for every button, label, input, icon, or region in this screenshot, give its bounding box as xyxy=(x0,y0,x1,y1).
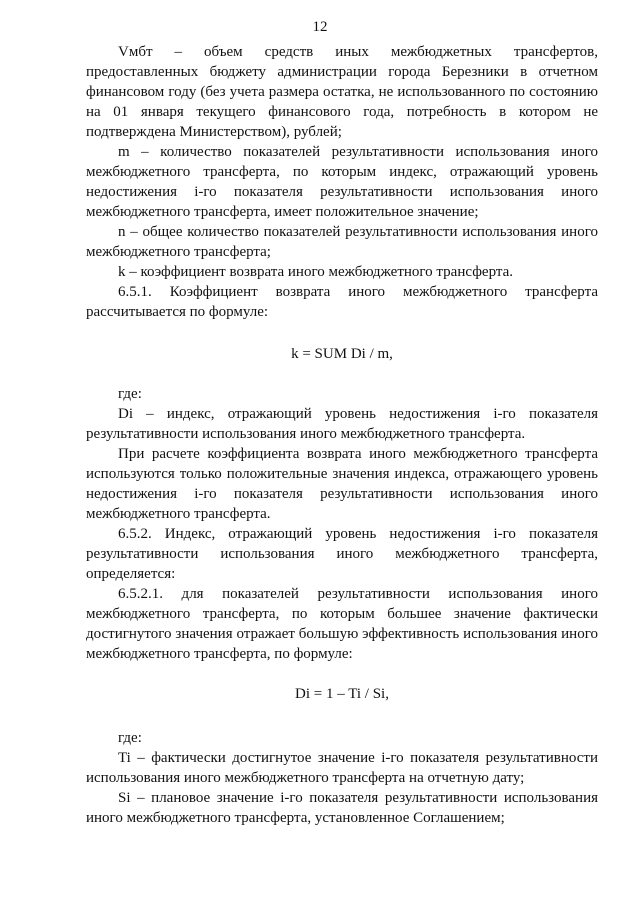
paragraph-si-definition: Si – плановое значение i-го показателя результативности использования иного межбюджетного трансферта, установленное Соглашением; xyxy=(86,790,598,826)
formula-k: k = SUM Di / m, xyxy=(291,346,393,362)
paragraph-6-5-2: 6.5.2. Индекс, отражающий уровень недостижения i-го показателя результативности использования иного межбюджетного трансферта, определяется: xyxy=(86,526,598,582)
formula-di: Di = 1 – Ti / Si, xyxy=(295,686,389,702)
where-label: где: xyxy=(118,730,142,746)
paragraph-6-5-2-1: 6.5.2.1. для показателей результативности использования иного межбюджетного трансферта, по которым большее значение фактически достигнутого значения отражает большую эффективность использования иного межбюджетного трансферта, по формуле: xyxy=(86,586,598,662)
page-number: 12 xyxy=(312,19,328,35)
paragraph-vmbt-definition: Vмбт – объем средств иных межбюджетных трансфертов, предоставленных бюджету администрации города Березники в отчетном финансовом году (без учета размера остатка, не использованного по состоянию на 01 января текущего финансового года, потребность в котором не подтверждена Министерством), рублей; xyxy=(86,44,598,140)
paragraph-positive-values: При расчете коэффициента возврата иного межбюджетного трансферта используются только положительные значения индекса, отражающего уровень недостижения i-го показателя результативности использования иного межбюджетного трансферта. xyxy=(86,446,598,522)
document-body xyxy=(86,42,598,828)
paragraph-di-definition: Di – индекс, отражающий уровень недостижения i-го показателя результативности использования иного межбюджетного трансферта. xyxy=(86,406,598,442)
paragraph-m-definition: m – количество показателей результативности использования иного межбюджетного трансферта, по которым индекс, отражающий уровень недостижения i-го показателя результативности использования иного межбюджетного трансферта, имеет положительное значение; xyxy=(86,144,598,220)
spacer xyxy=(86,704,598,728)
paragraph-n-definition: n – общее количество показателей результативности использования иного межбюджетного трансферта; xyxy=(86,224,598,260)
paragraph-6-5-1: 6.5.1. Коэффициент возврата иного межбюджетного трансферта рассчитывается по формуле: xyxy=(86,284,598,320)
spacer xyxy=(86,322,598,344)
spacer xyxy=(86,664,598,684)
where-label: где: xyxy=(118,386,142,402)
paragraph-ti-definition: Ti – фактически достигнутое значение i-го показателя результативности использования иного межбюджетного трансферта на отчетную дату; xyxy=(86,750,598,786)
spacer xyxy=(86,364,598,384)
paragraph-k-definition: k – коэффициент возврата иного межбюджетного трансферта. xyxy=(118,264,514,280)
